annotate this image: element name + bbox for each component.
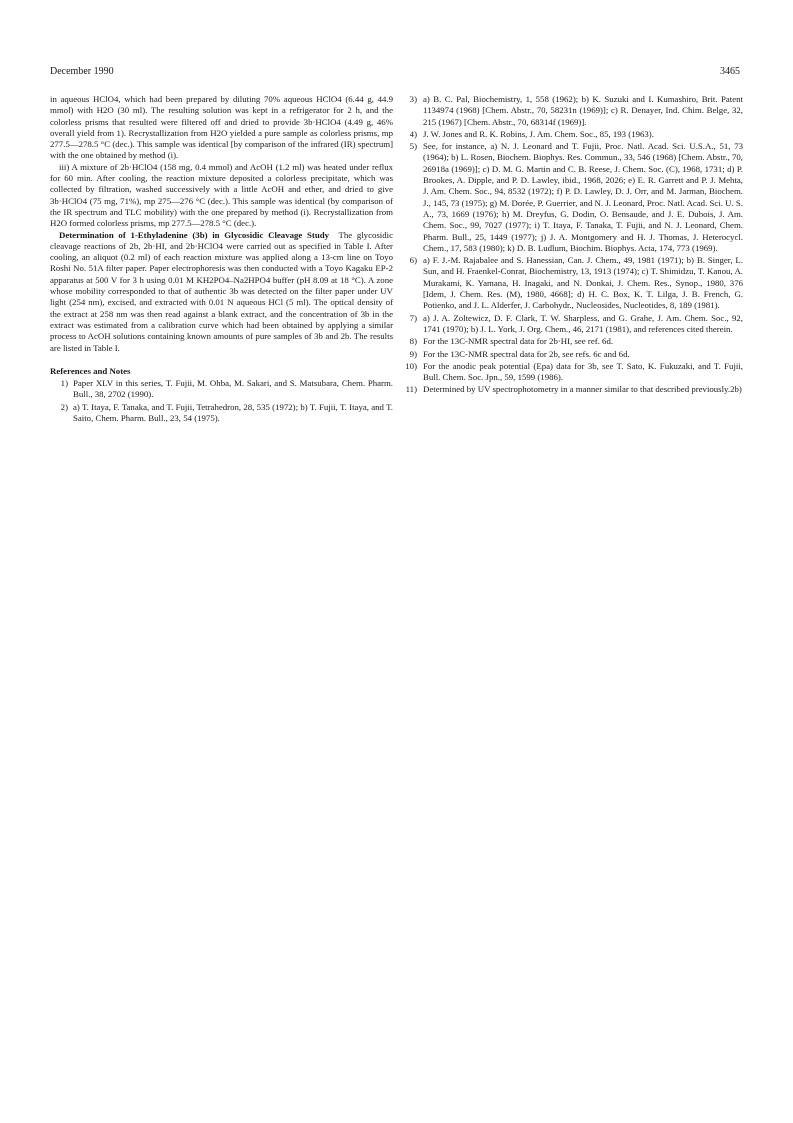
reference-text: a) J. A. Zoltewicz, D. F. Clark, T. W. Sharpless, and G. Grahe, J. Am. Chem. Soc., 92, 1741 (1970); b) J. L. York, J. Org. Chem., 46, 2171 (1981), and references cited therein.: [423, 312, 743, 334]
reference-text: See, for instance, a) N. J. Leonard and T. Fujii, Proc. Natl. Acad. Sci. U.S.A., 51, 73 (1964); b) L. Rosen, Biochem. Biophys. Res. Commun., 33, 546 (1968) [Chem. Abstr., 70, 26918a (1969)]; c) D. M. G. Martin and C. B. Reese, J. Chem. Soc. (C), 1968, 1731; d) P. Brookes, A. Dipple, and P. D. Lawley, ibid., 1968, 2026; e) E. R. Garrett and P. J. Mehta, J. Am. Chem. Soc., 94, 8532 (1972); f) P. D. Lawley, D. J. Orr, and M. Jarman, Biochem. J., 145, 73 (1975); g) M. Dorée, P. Guerrier, and N. J. Leonard, Proc. Natl. Acad. Sci. U. S. A., 73, 1669 (1976); h) M. Dreyfus, G. Dodin, O. Bensaude, and J. E. Dubois, J. Am. Chem. Soc., 99, 7027 (1977); i) T. Itaya, F. Tanaka, T. Fujii, and N. J. Leonard, Chem. Pharm. Bull., 25, 1449 (1977); j) J. A. Montgomery and H. J. Thomas, J. Heterocycl. Chem., 17, 583 (1980); k) D. B. Ludlum, Biochim. Biophys. Acta, 174, 773 (1969).: [423, 141, 743, 253]
reference-number: 5): [409, 141, 417, 152]
reference-number: 11): [405, 384, 417, 395]
right-column: [397, 94, 743, 397]
reference-number: 8): [409, 336, 417, 347]
running-header-date: December 1990: [50, 66, 114, 77]
reference-number: 4): [409, 128, 417, 139]
paragraph-method-iii: iii) A mixture of 2b·HClO4 (158 mg, 0.4 mmol) and AcOH (1.2 ml) was heated under reflux for 60 min. After cooling, the reaction mixture deposited a colorless precipitate, which was collected by filtration, washed successively with a little AcOH and ether, and dried to give 3b·HClO4 (75 mg, 71%), mp 275—276 °C (dec.). This sample was identical (by comparison of the IR spectrum and TLC mobility) with the one prepared by method (i). Recrystallization from H2O formed colorless prisms, mp 277.5—278.5 °C (dec.).: [50, 161, 393, 229]
reference-number: 9): [409, 348, 417, 359]
reference-text: For the anodic peak potential (Epa) data for 3b, see T. Sato, K. Fukuzaki, and T. Fujii, Bull. Chem. Soc. Jpn., 59, 1599 (1986).: [423, 360, 743, 383]
reference-text: a) F. J.-M. Rajabalee and S. Hanessian, Can. J. Chem., 49, 1981 (1971); b) B. Singer, L. Sun, and H. Fraenkel-Conrat, Biochemistry, 13, 1913 (1974); c) T. Shimidzu, T. Kanou, A. Murakami, K. Yamana, H. Inagaki, and N. Donkai, J. Chem. Res., Synop., 1980, 376 [Idem, J. Chem. Res. (M), 1980, 4668]; d) H. C. Box, K. T. Lilga, J. B. French, G. Potienko, and J. L. Alderfer, J. Carbohydr., Nucleosides, Nucleotides, 8, 189 (1981).: [423, 255, 743, 311]
reference-item: [397, 361, 743, 384]
reference-item: [397, 313, 743, 336]
section-determination: [50, 230, 393, 354]
reference-text: a) T. Itaya, F. Tanaka, and T. Fujii, Tetrahedron, 28, 535 (1972); b) T. Fujii, T. Itaya, and T. Saito, Chem. Pharm. Bull., 23, 54 (1975).: [73, 401, 393, 424]
reference-text: J. W. Jones and R. K. Robins, J. Am. Chem. Soc., 85, 193 (1963).: [423, 128, 654, 139]
reference-item: [50, 402, 393, 425]
reference-number: 1): [60, 378, 68, 389]
reference-number: 6): [409, 255, 417, 266]
reference-item: [397, 129, 743, 140]
reference-text: For the 13C-NMR spectral data for 2b·HI, see ref. 6d.: [423, 336, 614, 347]
page-number: 3465: [720, 66, 740, 77]
section-body: The glycosidic cleavage reactions of 2b, 2b·HI, and 2b·HClO4 were carried out as specified in Table I. After cooling, an aliquot (0.2 ml) of each reaction mixture was applied along a 13-cm line on Toyo Roshi No. 51A filter paper. Paper electrophoresis was then conducted with a Toyo Kagaku EP-2 apparatus at 500 V for 3 h using 0.01 M KH2PO4–Na2HPO4 buffer (pH 8.09 at 18 °C). A zone whose mobility corresponded to that of authentic 3b was detected on the filter paper under UV light (254 nm), excised, and extracted with 0.01 N aqueous HCl (5 ml). The optical density of the extract at 258 nm was then read against a blank extract, and the concentration of 3b in the extract was estimated from a calibration curve which had been obtained by applying a similar process to AcOH solutions containing known amounts of pure samples of 3b and 2b. The results are listed in Table I.: [50, 229, 393, 353]
reference-item: [50, 378, 393, 401]
section-title: Determination of 1-Ethyladenine (3b) in Glycosidic Cleavage Study: [59, 229, 330, 240]
reference-number: 7): [409, 312, 417, 323]
reference-item: [397, 336, 743, 347]
reference-text: For the 13C-NMR spectral data for 2b, see refs. 6c and 6d.: [423, 348, 630, 359]
reference-text: Determined by UV spectrophotometry in a manner similar to that described previously.2b): [423, 384, 742, 395]
reference-item: [397, 141, 743, 254]
reference-number: 10): [405, 360, 417, 371]
reference-item: [397, 255, 743, 311]
reference-number: 2): [60, 401, 68, 412]
reference-number: 3): [409, 94, 417, 104]
references-heading: References and Notes: [50, 365, 131, 376]
paragraph-method-ii-end: in aqueous HClO4, which had been prepared by diluting 70% aqueous HClO4 (6.44 g, 44.9 mmol) with H2O (30 ml). The resulting solution was kept in a refrigerator for 2 h, and the colorless prisms that resulted were filtered off and dried to provide 3b·HClO4 (4.49 g, 46% overall yield from 1). Recrystallization from H2O yielded a pure sample as colorless prisms, mp 277.5—278.5 °C (dec.). This sample was identical [by comparison of the infrared (IR) spectrum] with the one obtained by method (i).: [50, 94, 393, 161]
reference-item: [397, 384, 743, 395]
reference-text: a) B. C. Pal, Biochemistry, 1, 558 (1962); b) K. Suzuki and I. Kumashiro, Brit. Patent 1134974 (1968) [Chem. Abstr., 70, 58231n (1969)]; c) R. Denayer, Ind. Chim. Belge, 32, 215 (1967) [Chem. Abstr., 70, 68314f (1969)].: [423, 94, 743, 127]
reference-text: Paper XLV in this series, T. Fujii, M. Ohba, M. Sakari, and S. Matsubara, Chem. Pharm. Bull., 38, 2702 (1990).: [73, 378, 393, 400]
reference-item: [397, 94, 743, 128]
left-column: [50, 94, 393, 425]
reference-item: [397, 349, 743, 360]
